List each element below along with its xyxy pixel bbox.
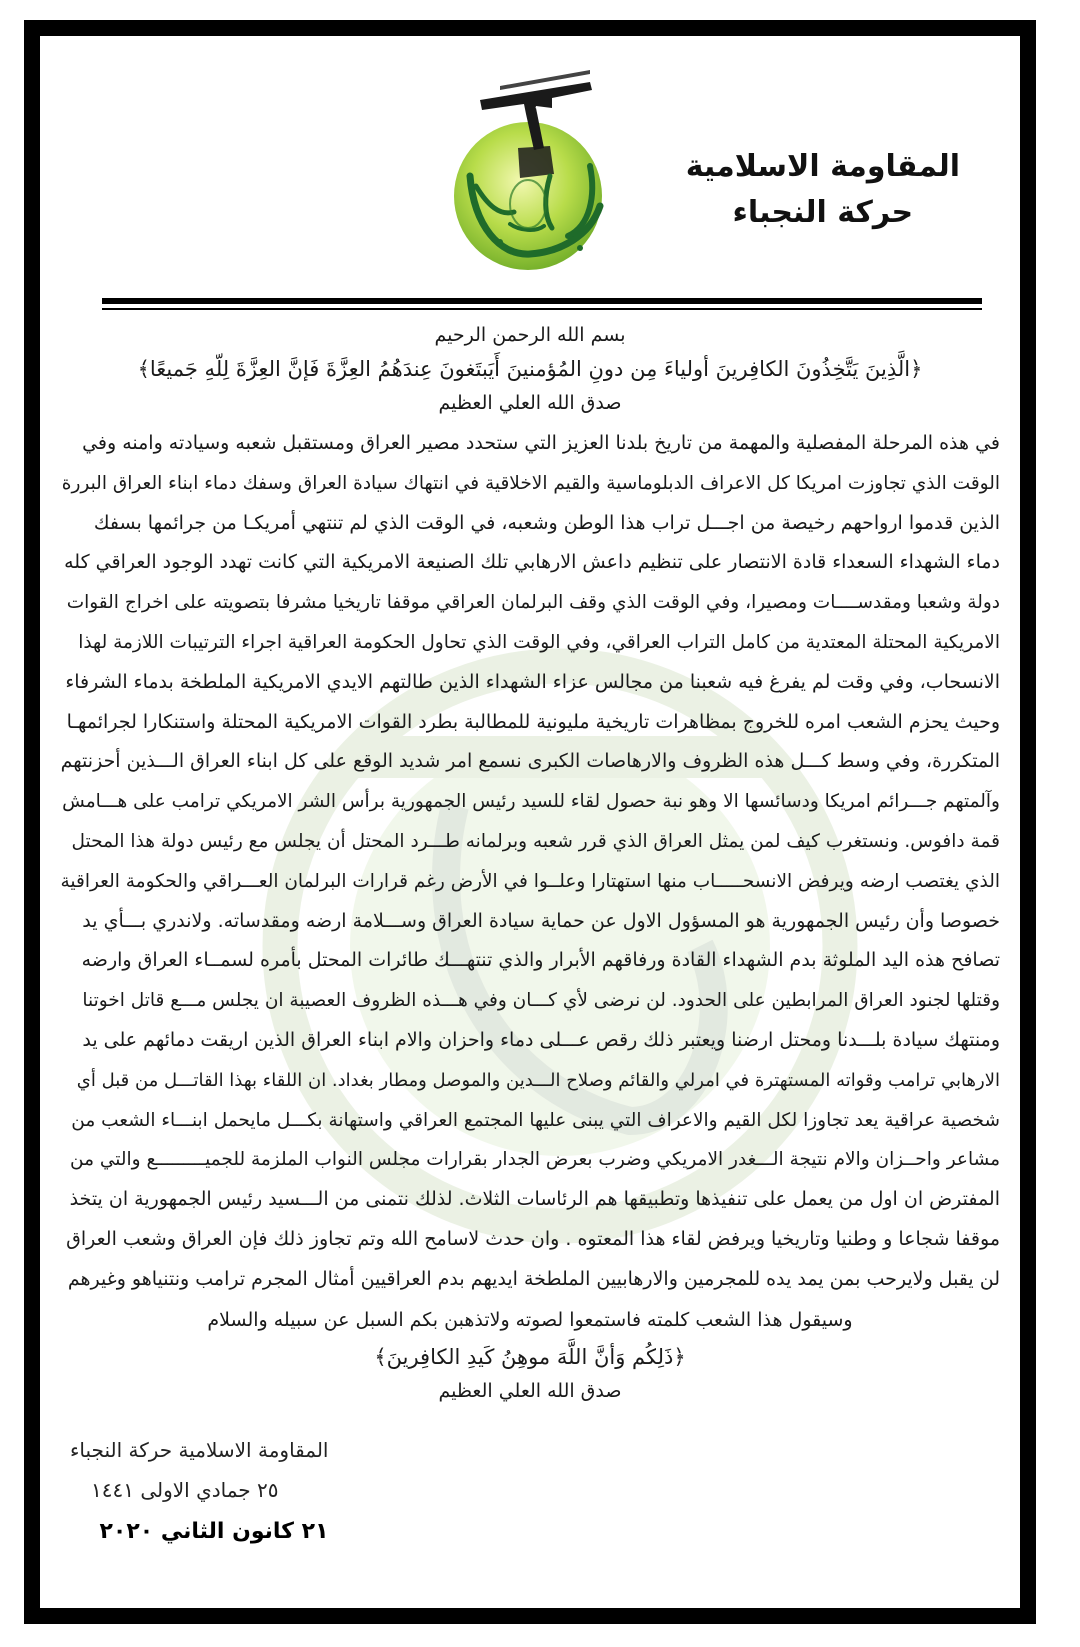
hijri-date: ٢٥ جمادي الاولى ١٤٤١	[91, 1478, 279, 1502]
statement-line: المتكررة، وفي وسط كـــل هذه الظروف والارهاصات الكبرى نسمع امر شديد الوقع على كل ابناء العراق الـــذين أحزنتهم	[60, 750, 1000, 773]
statement-line: قمة دافوس. ونستغرب كيف لمن يمثل العراق الذي قرر شعبه وبرلمانه طـــرد المحتل أن يجلس مع رئيس دولة هذا المحتل	[71, 830, 1000, 852]
closing-sentence: وسيقول هذا الشعب كلمته فاستمعوا لصوته ولاتذهبن بكم السبل عن سبيله والسلام	[207, 1308, 853, 1331]
signature-block	[70, 1430, 329, 1554]
statement-line: وحيث يحزم الشعب امره للخروج بمظاهرات تاريخية مليونية للمطالبة بطرد القوات الامريكية المحتلة واستنكارا لجرائمهـا	[66, 710, 1000, 733]
statement-line: مشاعر واحــزان والام نتيجة الـــغدر الامريكي وضرب بعرض الجدار بقرارات مجلس النواب الملزمة للجميـــــــــع والتي من	[70, 1149, 1000, 1171]
statement-line: في هذه المرحلة المفصلية والمهمة من تاريخ بلدنا العزيز التي ستحدد مصير العراق ومستقبل شعبه وسيادته وامنه وفي	[82, 432, 1000, 454]
statement-line: موقفا شجاعا و وطنيا وتاريخيا ويرفض لقاء هذا المعتوه . وان حدث لاسامح الله وتم تجاوز ذلك فإن العراق وشعب العراق	[66, 1227, 1000, 1250]
document-frame	[24, 20, 1036, 1624]
statement-line: لن يقبل ولايرحب بمن يمد يده للمجرمين والارهابيين الملطخة ايديهم بدم العراقيين أمثال المجرم ترامب ونتنياهو وغيرهم	[67, 1267, 1000, 1290]
quran-verse-opening: ﴿الَّذِينَ يَتَّخِذُونَ الكافِرينَ أولياءَ مِن دونِ المُؤمنينَ أَيَبتَغونَ عِندَهُمُ العِزَّةَ فَإنَّ العِزَّةَ لِلّهِ جَميعًا﴾	[137, 357, 923, 381]
statement-line: الانسحاب، وفي وقت لم يفرغ فيه شعبنا من مجالس عزاء الشهداء الذين طالتهم الايدي الامريكية الملطخة بدماء الشرفاء	[65, 670, 1000, 693]
letter-body	[60, 318, 1000, 1408]
statement-line: الارهابي ترامب وقواته المستهترة في امرلي والقائم وصلاح الـــدين والموصل ومطار بغداد. ان اللقاء بهذا القاتـــل من قبل أي	[76, 1069, 1000, 1091]
statement-line: دولة وشعبا ومقدســــات ومصيرا، وفي الوقت الذي وقف البرلمان العراقي موقفا تاريخيا مشرفا بتصويته على اخراج القوات	[66, 592, 1000, 614]
statement-line: شخصية عراقية يعد تجاوزا لكل القيم والاعراف التي يبنى عليها المجتمع العراقي واستهانة بكـــل مايحمل ابنـــاء الشعب من	[71, 1109, 1000, 1131]
statement-line: تصافح هذه اليد الملوثة بدم الشهداء القادة ورفاقهم الأبرار والذي تنتهـــك طائرات المحتل بأمره لسمــاء العراق وارضه	[81, 949, 1000, 972]
organization-title-block	[686, 144, 960, 236]
statement-line: خصوصا وأن رئيس الجمهورية هو المسؤول الاول عن حماية سيادة العراق وســـلامة ارضه ومقدساته. ولاندري بـــأي يد	[82, 909, 1000, 932]
organization-name: المقاومة الاسلامية	[685, 149, 960, 184]
sadaqa-line-opening: صدق الله العلي العظيم	[438, 392, 622, 414]
document-page	[40, 36, 1020, 1608]
nujaba-logo-icon	[440, 56, 630, 276]
gregorian-date: ٢١ كانون الثاني ٢٠٢٠	[99, 1519, 329, 1544]
signature-organization: المقاومة الاسلامية حركة النجباء	[70, 1438, 329, 1462]
quran-verse-closing: ﴿ذَلِكُم وَأنَّ اللَّهَ موهِنُ كَيدِ الكافِرينَ﴾	[374, 1344, 686, 1369]
sadaqa-line-closing: صدق الله العلي العظيم	[438, 1379, 622, 1402]
statement-paragraph	[60, 424, 1000, 1300]
statement-line: ومنتهك سيادة بلـــدنا ومحتل ارضنا ويعتبر ذلك رقص عـــلى دماء واحزان والام ابناء العراق الذين اريقت دمائهم على يد	[82, 1028, 1000, 1051]
statement-line: وقتلها لجنود العراق المرابطين على الحدود. لن نرضى لأي كـــان وفي هـــذه الظروف العصيبة ان يجلس مـــع قاتل اخوتنا	[82, 990, 1000, 1012]
statement-line: الامريكية المحتلة المعتدية من كامل التراب العراقي، وفي الوقت الذي تحاول الحكومة العراقية اجراء الترتيبات اللازمة لهذا	[78, 631, 1000, 653]
statement-line: الذين قدموا ارواحهم رخيصة من اجـــل تراب هذا الوطن وشعبه، في الوقت الذي لم تنتهي أمريكـا من جرائمها بسفك	[93, 511, 1000, 534]
statement-line: وآلمتهم جـــرائم امريكا ودسائسها الا وهو نبة حصول لقاء للسيد رئيس الجمهورية برأس الشر الامريكي ترامب على هـــامش	[62, 791, 1000, 813]
organization-subname: حركة النجباء	[732, 195, 914, 230]
statement-line: المفترض ان اول من يعمل على تنفيذها وتطبيقها هم الرئاسات الثلاث. لذلك نتمنى من الـــسيد رئيس الجمهورية ان يتخذ	[69, 1188, 1000, 1211]
statement-line: دماء الشهداء السعداء قادة الانتصار على تنظيم داعش الارهابي تلك الصنيعة الامريكية التي كانت تهدد الوجود العراقي كله	[64, 551, 1000, 574]
statement-line: الذي يغتصب ارضه ويرفض الانسحـــــاب منها استهتارا وعلــوا في الأرض رغم قرارات البرلمان العـــراقي والحكومة العراقية	[60, 870, 1000, 892]
statement-line: الوقت الذي تجاوزت امريكا كل الاعراف الدبلوماسية والقيم الاخلاقية في انتهاك سيادة العراق وسفك دماء ابناء العراق البررة	[61, 472, 1000, 494]
basmala: بسم الله الرحمن الرحيم	[434, 324, 626, 346]
header-divider-thin	[102, 308, 982, 310]
header-divider-thick	[102, 298, 982, 304]
